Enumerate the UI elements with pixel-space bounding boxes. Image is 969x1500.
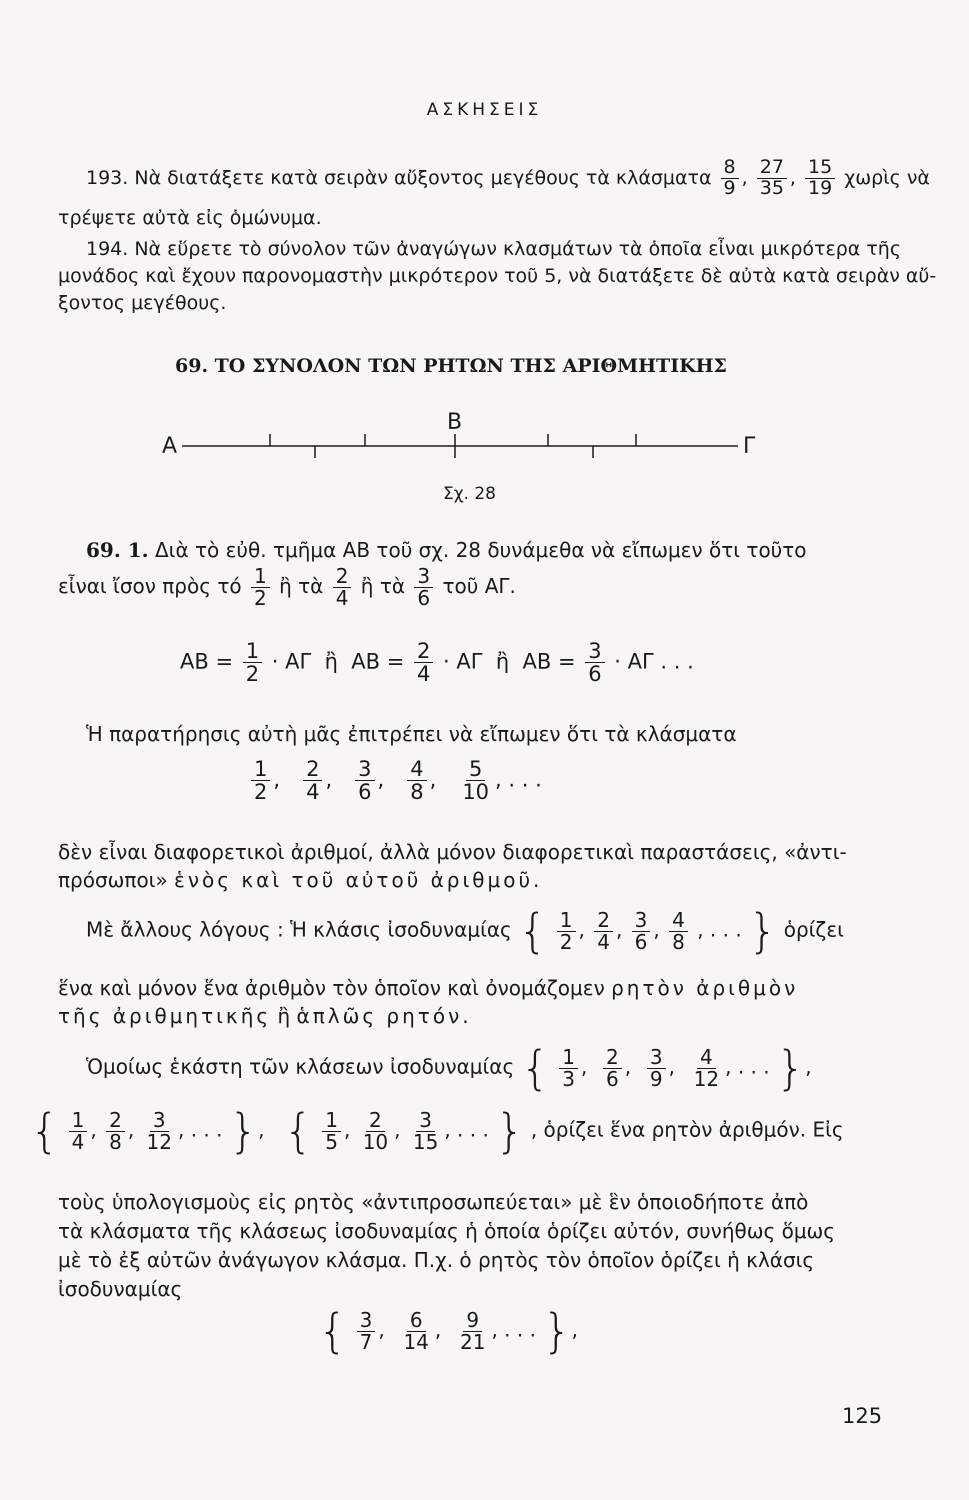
- exercise-194-line1: 194. Νὰ εὕρετε τὸ σύνολον τῶν ἀναγώγων κλασμάτων τὰ ὁποῖα εἶναι μικρότερα τῆς: [86, 238, 901, 260]
- fraction: $\frac{3}{9}$: [647, 1047, 666, 1090]
- spaced-text: ρητὸν ἀριθμὸν: [611, 976, 799, 1000]
- fraction: $\frac{1}{4}$: [69, 1110, 88, 1153]
- fraction: $\frac{1}{2}$: [243, 640, 262, 685]
- paragraph-5-line2: τὰ κλάσματα τῆς κλάσεως ἰσοδυναμίας ἡ ὁποία ὁρίζει αὐτόν, συνήθως ὅμως: [58, 1219, 836, 1243]
- paragraph-1-line1: [86, 538, 807, 562]
- text: ἕνα καὶ μόνον ἕνα ἀριθμὸν τὸν ὁποῖον καὶ ὀνομάζομεν: [58, 976, 605, 1000]
- brace: }: [495, 1104, 525, 1158]
- fraction: $\frac{3}{15}$: [412, 1107, 439, 1154]
- spaced-text: ἑνὸς καὶ τοῦ αὐτοῦ ἀριθμοῦ.: [174, 868, 543, 892]
- dots: . . .: [457, 1117, 489, 1142]
- fraction: $\frac{3}{7}$: [357, 1310, 376, 1353]
- text: πρόσωποι»: [58, 868, 168, 892]
- example-set: { $\frac{3}{7}$ , $\frac{6}{14}$ , $\frac{9}{21}$ , . . . },: [318, 1304, 578, 1358]
- fraction: $\frac{3}{6}$: [414, 566, 433, 609]
- eq-or: ἢ: [495, 649, 510, 674]
- text: ἢ τὰ: [360, 574, 406, 598]
- exercise-193-text: Νὰ διατάξετε κατὰ σειρὰν αὔξοντος μεγέθους τὰ κλάσματα: [134, 166, 712, 189]
- fraction: $\frac{1}{5}$: [322, 1110, 341, 1153]
- paragraph-3-line3: [58, 1004, 472, 1028]
- fraction: $\frac{3}{6}$: [355, 758, 374, 803]
- equation-line: [180, 640, 694, 685]
- label-b: Β: [447, 410, 463, 435]
- dots: . . .: [504, 1317, 536, 1342]
- brace: {: [520, 1041, 550, 1095]
- fraction: $\frac{2}{4}$: [414, 640, 433, 685]
- label-g: Γ: [743, 434, 756, 459]
- text: ἢ: [277, 1004, 291, 1028]
- section-title: 69. ΤΟ ΣΥΝΟΛΟΝ ΤΩΝ ΡΗΤΩΝ ΤΗΣ ΑΡΙΘΜΗΤΙΚΗΣ: [175, 355, 727, 377]
- paragraph-5-line4: ἰσοδυναμίας: [58, 1277, 183, 1301]
- exercise-193-line2: τρέψετε αὐτὰ εἰς ὁμώνυμα.: [58, 207, 322, 229]
- fraction: $\frac{8}{9}$: [721, 158, 739, 199]
- fraction: $\frac{27}{35}$: [757, 158, 787, 199]
- eq-ag: · ΑΓ: [271, 649, 312, 674]
- paragraph-number: 69. 1.: [86, 538, 149, 562]
- page-number: 125: [842, 1404, 883, 1428]
- brace: }: [748, 904, 778, 958]
- paragraph-2-line2: δὲν εἶναι διαφορετικοὶ ἀριθμοί, ἀλλὰ μόνον διαφορετικαὶ παραστάσεις, «ἀντι-: [58, 840, 847, 864]
- fraction: $\frac{15}{19}$: [805, 158, 835, 199]
- exercise-193: 193. Νὰ διατάξετε κατὰ σειρὰν αὔξοντος μεγέθους τὰ κλάσματα $\frac{8}{9}$ , $\frac{27}{35}$ , $\frac{15}{19}$ χωρὶς νὰ: [86, 156, 930, 199]
- fraction: $\frac{1}{2}$: [251, 758, 270, 803]
- eq-ab: ΑΒ =: [522, 649, 576, 674]
- exercise-194-line3: ξοντος μεγέθους.: [58, 292, 227, 314]
- exercise-194-line2: μονάδος καὶ ἔχουν παρονομαστὴν μικρότερον τοῦ 5, νὰ διατάξετε δὲ αὐτὰ κατὰ σειρὰν αὔ-: [58, 265, 937, 287]
- eq-or: ἢ: [324, 649, 338, 674]
- fraction: $\frac{1}{2}$: [251, 566, 270, 609]
- fraction: $\frac{4}{12}$: [693, 1044, 720, 1091]
- text: Μὲ ἄλλους λόγους : Ἡ κλάσις ἰσοδυναμίας: [86, 917, 512, 942]
- paragraph-1-text: Διὰ τὸ εὐθ. τμῆμα ΑΒ τοῦ σχ. 28 δυνάμεθα νὰ εἴπωμεν ὅτι τοῦτο: [155, 538, 807, 562]
- spaced-text: ἁπλῶς ρητόν.: [296, 1004, 472, 1028]
- fraction: $\frac{2}{4}$: [303, 758, 322, 803]
- brace: }: [775, 1041, 806, 1095]
- text: ἢ τὰ: [279, 574, 324, 598]
- paragraph-3-line1: Μὲ ἄλλους λόγους : Ἡ κλάσις ἰσοδυναμίας { $\frac{1}{2}$ , $\frac{2}{4}$ , $\frac{3}{6}$ , $\frac{4}{8}$ , . . . } ὁρίζει: [86, 904, 844, 958]
- brace: }: [542, 1304, 572, 1358]
- fraction: $\frac{4}{8}$: [669, 910, 688, 953]
- eq-ag: · ΑΓ: [443, 649, 483, 674]
- fraction: $\frac{3}{6}$: [632, 910, 651, 953]
- figure-caption: Σχ. 28: [443, 484, 497, 504]
- fraction: $\frac{6}{14}$: [403, 1307, 429, 1354]
- fraction: $\frac{1}{3}$: [559, 1047, 578, 1090]
- fraction: $\frac{1}{2}$: [557, 910, 576, 953]
- dots: . . .: [508, 767, 542, 792]
- eq-ab: ΑΒ =: [180, 649, 234, 674]
- text: τοῦ ΑΓ.: [442, 574, 516, 598]
- fraction: $\frac{5}{10}$: [462, 757, 490, 805]
- fraction: $\frac{3}{6}$: [585, 640, 604, 685]
- fraction: $\frac{4}{8}$: [407, 758, 426, 803]
- exercise-193-number: 193.: [86, 166, 129, 189]
- paragraph-3-line2: [58, 976, 798, 1000]
- fraction: $\frac{2}{4}$: [594, 910, 613, 953]
- paragraph-5-line3: μὲ τὸ ἐξ αὐτῶν ἀνάγωγον κλάσμα. Π.χ. ὁ ρητὸς τὸν ὁποῖον ὁρίζει ἡ κλάσις: [58, 1248, 815, 1272]
- exercises-heading: ΑΣΚΗΣΕΙΣ: [426, 100, 543, 120]
- fraction: $\frac{2}{8}$: [106, 1110, 125, 1153]
- dots: . . .: [737, 1054, 770, 1079]
- text: εἶναι ἴσον πρὸς τό: [58, 574, 242, 598]
- fraction: $\frac{2}{10}$: [362, 1107, 389, 1154]
- exercise-193-text-after: χωρὶς νὰ: [844, 166, 930, 189]
- text: , ὁρίζει ἕνα ρητὸν ἀριθμόν. Εἰς: [530, 1117, 844, 1142]
- paragraph-5-line1: τοὺς ὑπολογισμοὺς εἰς ρητὸς «ἀντιπροσωπεύεται» μὲ ἓν ὁποιοδήποτε ἀπὸ: [58, 1190, 809, 1214]
- fraction: $\frac{9}{21}$: [459, 1307, 486, 1354]
- text: ὁρίζει: [783, 917, 844, 942]
- fraction: $\frac{2}{6}$: [603, 1047, 622, 1090]
- eq-ag-end: · ΑΓ . . .: [614, 649, 694, 674]
- brace: {: [518, 904, 548, 958]
- brace: {: [318, 1304, 348, 1358]
- brace: {: [30, 1104, 60, 1158]
- text: Ὁμοίως ἑκάστη τῶν κλάσεων ἰσοδυναμίας: [86, 1054, 515, 1079]
- dots: , . . .: [697, 917, 742, 942]
- fraction: $\frac{3}{12}$: [146, 1107, 172, 1154]
- paragraph-2-line1: Ἡ παρατήρησις αὐτὴ μᾶς ἐπιτρέπει νὰ εἴπωμεν ὅτι τὰ κλάσματα: [86, 722, 737, 746]
- paragraph-1-line2: [58, 566, 516, 609]
- fraction: $\frac{2}{4}$: [333, 566, 352, 609]
- dots: . . .: [190, 1117, 223, 1142]
- brace: }: [228, 1104, 259, 1158]
- paragraph-2-line3: [58, 868, 542, 892]
- paragraph-4-line1: Ὁμοίως ἑκάστη τῶν κλάσεων ἰσοδυναμίας { $\frac{1}{3}$ , $\frac{2}{6}$ , $\frac{3}{9}$ , $\frac{4}{12}$ , . . . },: [86, 1041, 812, 1095]
- spaced-text: τῆς ἀριθμητικῆς: [58, 1004, 272, 1028]
- paragraph-4-line2: { $\frac{1}{4}$ , $\frac{2}{8}$ , $\frac{3}{12}$ , . . . }, { $\frac{1}{5}$ , $\frac{2}{10}$ , $\frac{3}{15}$ , . . . } , ὁρίζει ἕνα ρητὸν ἀριθμόν. Εἰς: [30, 1104, 844, 1158]
- label-a: Α: [162, 434, 178, 459]
- brace: {: [283, 1104, 313, 1158]
- eq-ab: ΑΒ =: [351, 649, 405, 674]
- fraction-sequence: $\frac{1}{2}$ , $\frac{2}{4}$ , $\frac{3}{6}$ , $\frac{4}{8}$ , $\frac{5}{10}$ , . . .: [248, 758, 542, 803]
